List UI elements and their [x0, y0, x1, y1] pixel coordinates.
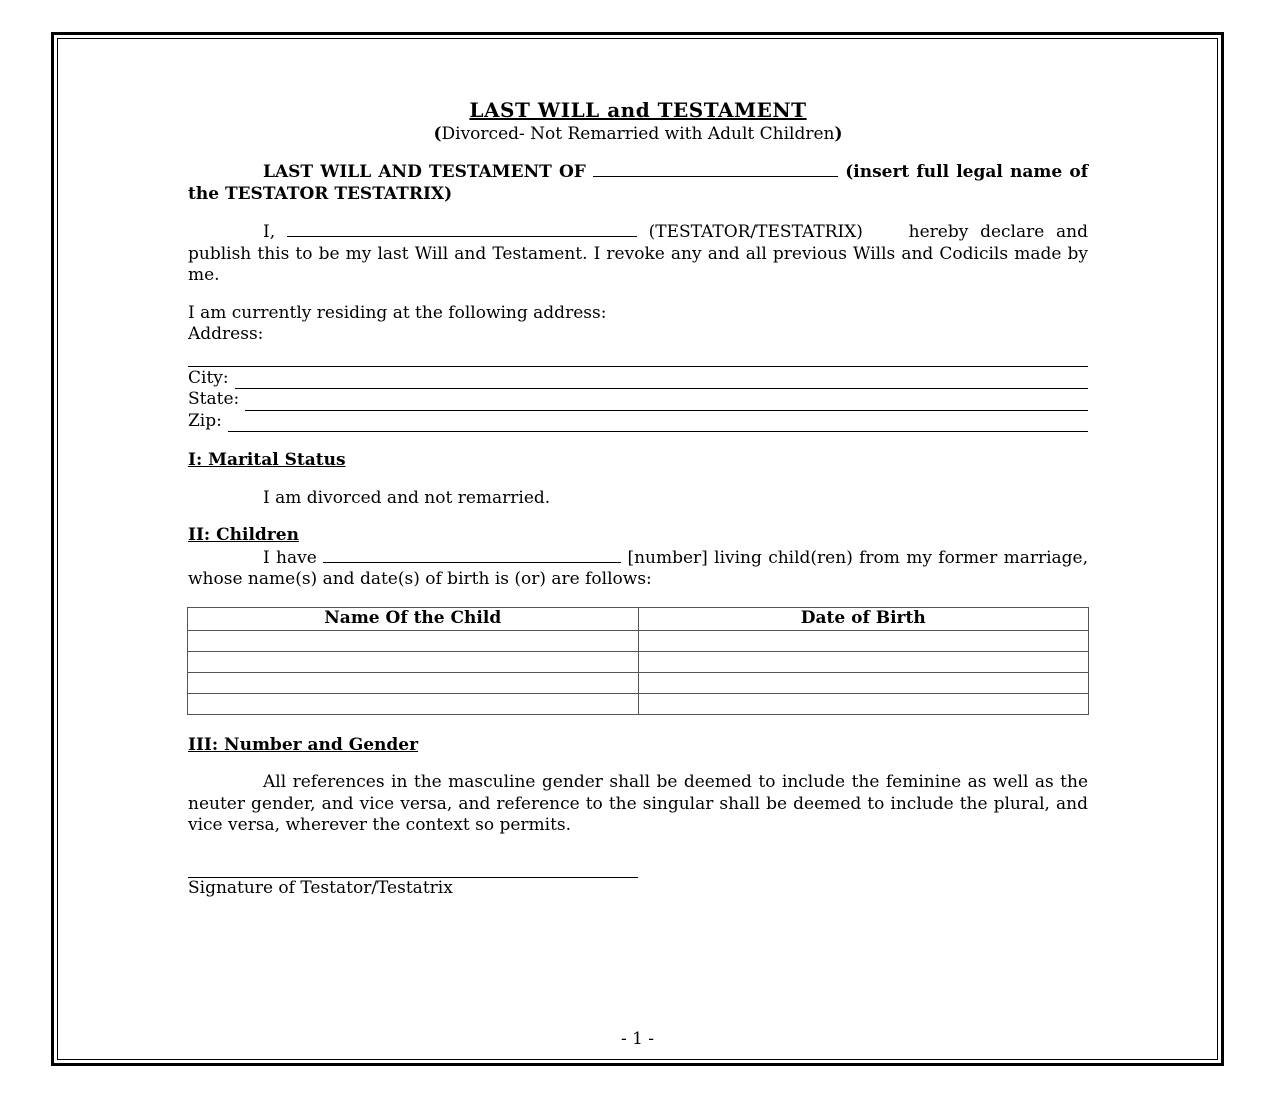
children-number-blank[interactable] — [323, 547, 621, 563]
child-dob-cell[interactable] — [638, 651, 1089, 672]
heading-suffix: (insert full legal name of the TESTATOR TESTATRIX) — [188, 162, 1089, 204]
child-dob-cell[interactable] — [638, 630, 1089, 651]
address-line[interactable] — [188, 346, 1088, 367]
child-dob-cell[interactable] — [638, 693, 1089, 714]
subtitle-close-paren: ) — [834, 123, 843, 144]
city-blank[interactable] — [235, 373, 1088, 389]
number-gender-text: All references in the masculine gender shall be deemed to include the feminine as well as the neuter gender, and vice versa, and reference to the singular shall be deemed to include the plural, and vice versa, wherever the context so permits. — [188, 772, 1088, 835]
children-prefix: I have — [263, 547, 317, 568]
marital-status-text: I am divorced and not remarried. — [263, 487, 551, 508]
state-row — [188, 389, 1088, 411]
testator-heading — [188, 161, 1088, 205]
city-label: City: — [188, 367, 229, 388]
section-children-heading: II: Children — [188, 525, 299, 545]
child-name-cell[interactable] — [188, 630, 639, 651]
section-number-gender-heading: III: Number and Gender — [188, 734, 419, 755]
declarant-name-blank[interactable] — [287, 221, 637, 237]
child-name-cell[interactable] — [188, 651, 639, 672]
declaration-paragraph — [188, 221, 1088, 287]
child-name-cell[interactable] — [188, 672, 639, 693]
city-row — [188, 368, 1088, 390]
table-row — [188, 651, 1089, 672]
address-intro: I am currently residing at the following address: — [188, 302, 607, 323]
declaration-rest: declare and publish this to be my last Will and Testament. I revoke any and all previous Wills and Codicils made by me. — [188, 222, 1088, 285]
declaration-role: (TESTATOR/TESTATRIX) hereby — [648, 222, 969, 242]
address-label: Address: — [188, 324, 264, 344]
child-dob-cell[interactable] — [638, 672, 1089, 693]
document-title: LAST WILL and TESTAMENT — [469, 98, 807, 122]
table-row — [188, 630, 1089, 651]
col-dob-header: Date of Birth — [638, 607, 1089, 630]
children-rest: [number] living child(ren) from my former marriage, whose name(s) and date(s) of birth is (or) are follows: — [188, 547, 1088, 589]
col-child-name-header: Name Of the Child — [188, 607, 639, 630]
signature-label: Signature of Testator/Testatrix — [188, 877, 453, 898]
document-subtitle — [188, 124, 1088, 146]
zip-label: Zip: — [188, 410, 222, 431]
subtitle-open-paren: ( — [433, 123, 442, 144]
signature-line[interactable] — [188, 853, 638, 878]
zip-row — [188, 411, 1088, 433]
children-paragraph — [188, 547, 1088, 591]
state-blank[interactable] — [245, 395, 1088, 411]
children-table — [187, 607, 1089, 715]
address-block — [188, 303, 1088, 433]
zip-blank[interactable] — [228, 416, 1088, 432]
child-name-cell[interactable] — [188, 693, 639, 714]
table-row — [188, 693, 1089, 714]
testator-name-blank[interactable] — [593, 161, 838, 177]
table-row — [188, 672, 1089, 693]
page-number: - 1 - — [620, 1029, 655, 1049]
subtitle-text: Divorced- Not Remarried with Adult Children — [441, 123, 835, 144]
state-label: State: — [188, 389, 240, 409]
document-body — [188, 96, 1088, 899]
table-header-row — [188, 607, 1089, 630]
section-marital-status-heading: I: Marital Status — [188, 450, 346, 470]
heading-prefix: LAST WILL AND TESTAMENT OF — [263, 162, 586, 182]
declaration-prefix: I, — [263, 222, 276, 242]
